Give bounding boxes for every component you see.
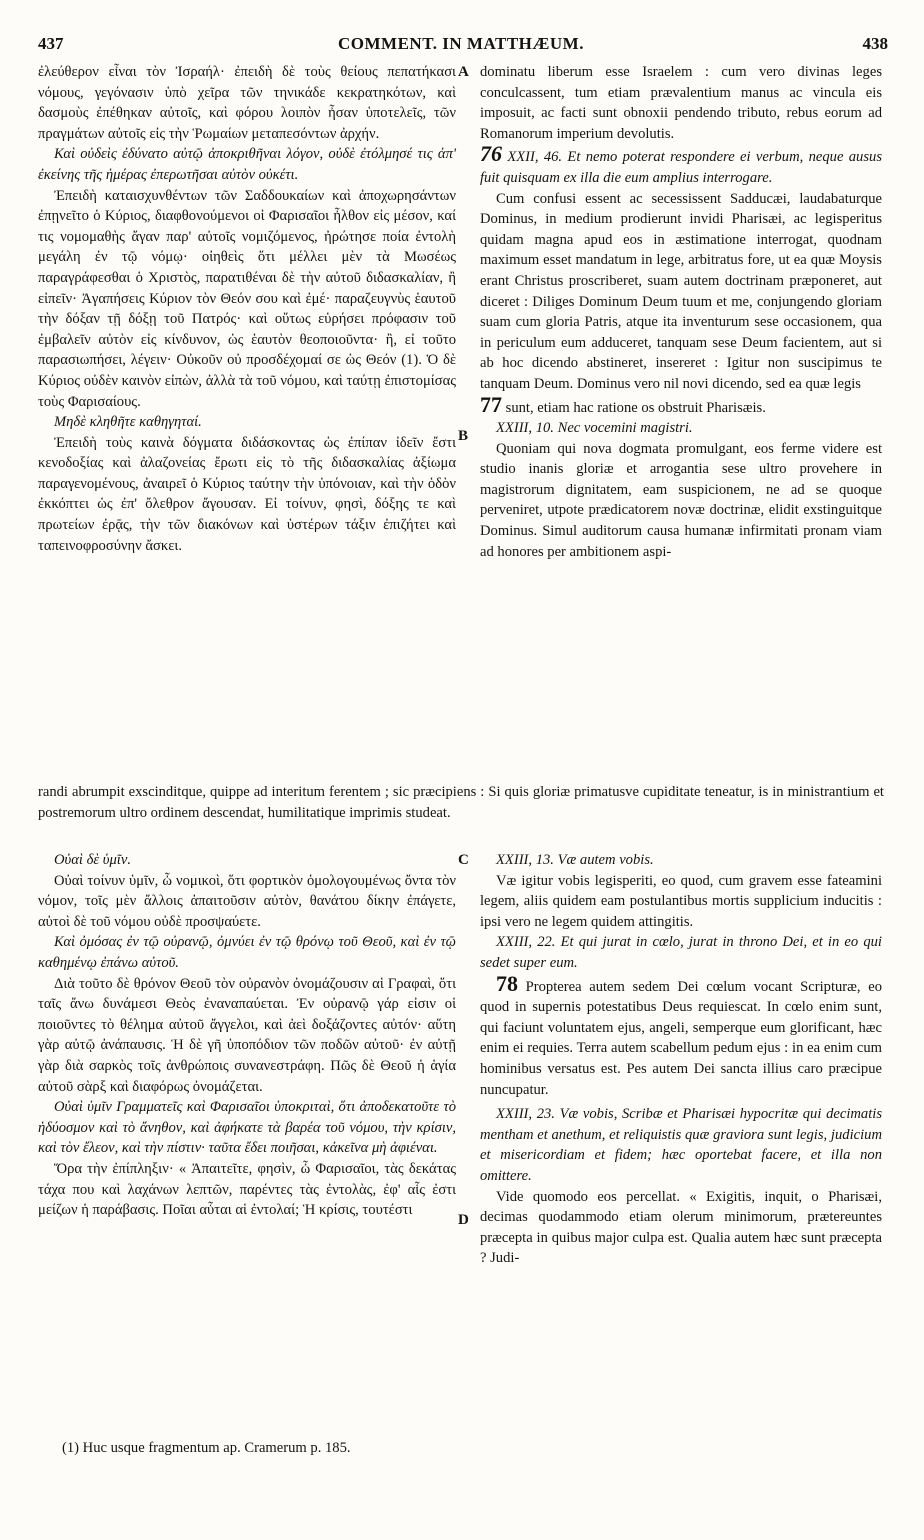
latin-lemma: XXIII, 10. Nec vocemini magistri. [496, 420, 693, 437]
latin-paragraph: dominatu liberum esse Israelem : cum vero divinas leges conculcassent, tum etiam prævalentium manus ac vincula eis imposuit, ac facti sunt obnoxii pendendo tributo, rebus eorum ad Romanorum imperium devolutis. [480, 64, 882, 142]
latin-paragraph: Væ igitur vobis legisperiti, eo quod, cum gravem esse fateamini legem, aliis quidem eam postulantibus mortis supplicium inducitis : ipsi vero ne legem quidem attingitis. [480, 872, 882, 930]
greek-column-top [38, 62, 456, 556]
latin-lemma: XXIII, 23. Væ vobis, Scribæ et Pharisæi hypocritæ qui decimatis mentham et anethum, et reliquistis quæ graviora sunt legis, judicium et misericordiam et fidem; hæc oportebat facere, et illa non omittere. [480, 1106, 882, 1184]
page-number-left: 437 [38, 34, 64, 53]
latin-paragraph: Quoniam qui nova dogmata promulgant, eos ferme videre est studio inanis gloriæ et arrogantia sese ultro provehere in magistrorum dignitatem, eam suspicionem, ne ad se quoque perveniret, utpote prædicatorem novæ doctrinæ, elidit exstinguitque Dominus. Simul auditorum causa humanæ infirmitati pronam viam ad honores per ambitionem aspi- [480, 440, 882, 560]
latin-paragraph [480, 391, 882, 419]
latin-column-bottom [480, 850, 882, 1269]
greek-paragraph: Οὐαὶ τοίνυν ὑμῖν, ὦ νομικοὶ, ὅτι φορτικὸν ὁμολογουμένως ὄντα τὸν νόμον, τοῖς μὲν ἄλλοις ἀπαιτοῦσιν αὐτὸν, θανάτου δίκην ἐπάγετε, αὐτοὶ δὲ τοῦ νόμου οὐδὲ προσψαύετε. [38, 872, 456, 930]
section-number: 77 [480, 391, 502, 417]
greek-paragraph: Ἐπειδὴ τοὺς καινὰ δόγματα διδάσκοντας ὡς ἐπίπαν ἰδεῖν ἔστι κενοδοξίας καὶ ἀλαζονείας ἔρωτι εἰς τὸ τῆς διδασκαλίας ἀξίωμα παραγενομένους, ἀναιρεῖ ὁ Κύριος ταύτην τὴν ὑπόνοιαν, καὶ τὴν ὁδὸν ἐκκόπτει ὡς ἐπ' ὄλεθρον ἄγουσαν. Εἰ τοίνυν, φησὶ, δόξης τε καὶ πρωτείων ἐρᾷς, τὴν τῶν διακόνων καὶ ὑστέρων τάξιν ἐπιζήτει καὶ ταπεινοφροσύνην ἄσκει. [38, 434, 456, 554]
greek-paragraph: Ὅρα τὴν ἐπίπληξιν· « Ἀπαιτεῖτε, φησὶν, ὦ Φαρισαῖοι, τὰς δεκάτας τάχα που καὶ λαχάνων λεπτῶν, παρέντες τὰς ἐντολὰς, ἐφ' αἷς ἐστι μείζων ἡ παράβασις. Ποῖαι αὗται αἱ ἐντολαί; Ἡ κρίσις, τουτέστι [38, 1160, 456, 1219]
latin-lemma [480, 141, 882, 188]
footnote: (1) Huc usque fragmentum ap. Cramerum p. 185. [62, 1440, 351, 1456]
full-width-paragraph: randi abrumpit exscinditque, quippe ad interitum ferentem ; sic præcipiens : Si quis gloriæ primatusve cupiditate teneatur, is in ministrantium et postremorum ultro ordinem descendat, humilitatique imprimis studeat. [38, 784, 884, 821]
greek-paragraph: Ἐπειδὴ καταισχυνθέντων τῶν Σαδδουκαίων καὶ ἀποχωρησάντων ἐπῃνεῖτο ὁ Κύριος, διαφθονούμενοι οἱ Φαρισαῖοι ἦλθον εἰς μέσον, καί τις νομομαθὴς ἄγαν παρ' αὐτοῖς νομιζόμενος, ἠρώτησε ποία ἐντολὴ μεγάλη ἐν τῷ νόμῳ· οἰηθεὶς ὅτι μέλλει μὲν τὰ Μωσέως παραγράφεσθαι ὁ Χριστὸς, παρατιθέναι δὲ τὴν αὐτοῦ διδασκαλίαν, ἢ εἰπεῖν· Ἀγαπήσεις Κύριον τὸν Θεόν σου καὶ ἐμέ· παραζευγνὺς ἑαυτοῦ τὴν δόξαν τῇ δόξῃ τοῦ Πατρός· καὶ οὕτως εὑρήσει πρόφασιν τοῦ ἐμβαλεῖν αὐτὸν εἰς κίνδυνον, ὡς ἑαυτὸν θεοποιοῦντα· ἢ, εἰ τοῦτο παρασιωπήσει, λέγειν· Οὐκοῦν οὐ προσδέχομαί σε ὡς Θεόν (1). Ὁ δὲ Κύριος οὐδὲν καινὸν εἰπὼν, ἀλλὰ τὰ τοῦ νόμου, καὶ ταύτῃ ἐπιστομίσας τοὺς Φαρισαίους. [38, 187, 456, 410]
greek-lemma: Οὐαὶ δὲ ὑμῖν. [54, 852, 131, 868]
greek-paragraph: Διὰ τοῦτο δὲ θρόνον Θεοῦ τὸν οὐρανὸν ὀνομάζουσιν αἱ Γραφαὶ, ὅτι ταῖς ἄνω δυνάμεσι Θεὸς ἐναναπαύεται. Ἐν οὐρανῷ γάρ εἰσιν οἱ ποιοῦντες τὸ θέλημα αὐτοῦ ἄγγελοι, καὶ ἀεὶ δοξάζοντες αὐτόν· αὕτη γὰρ αὐτῷ ἀνάπαυσις. Ἡ δὲ γῆ ὑποπόδιον τῶν ποδῶν αὐτοῦ· ἐν αὐτῇ γὰρ διὰ σαρκὸς τοῖς ἀνθρώποις συνανεστράφη. Πῶς δὲ Θεοῦ ἡ ἁγία αὐτοῦ σὰρξ καὶ διαφόρως ὀνομάζεται. [38, 975, 456, 1095]
greek-lemma: Οὐαὶ ὑμῖν Γραμματεῖς καὶ Φαρισαῖοι ὑποκριταὶ, ὅτι ἀποδεκατοῦτε τὸ ἡδύοσμον καὶ τὸ ἄνηθον, καὶ ἀφήκατε τὰ βαρέα τοῦ νόμου, τὴν κρίσιν, καὶ τὸν ἔλεον, καὶ τὴν πίστιν· ταῦτα ἔδει ποιῆσαι, κἀκεῖνα μὴ ἀφιέναι. [38, 1099, 456, 1157]
margin-marker-a: A [458, 64, 469, 80]
page-number-right: 438 [862, 34, 888, 53]
latin-paragraph-text: Propterea autem sedem Dei cœlum vocant Scripturæ, eo quod in supernis potestatibus Deus requiescat. In cœlo enim sunt, qui faciunt voluntatem ejus, angeli, semperque eum glorificant, hæc enim ei requies. Terra autem scabellum pedum ejus : in ea enim cum hominibus versatus est. Pes autem Dei sancta illius caro præcipue nuncupatur. [480, 978, 882, 1098]
latin-paragraph: Cum confusi essent ac secessissent Sadducæi, laudabaturque Dominus, in medium prodierunt invidi Pharisæi, ac legisperitus quidam magna apud eos in æstimatione interrogat, quodnam maximum esset mandatum in lege, arbitratus fore, ut ea quæ Moysis erant Christus proscriberet, suam autem doctrinam præponeret, aut diceret : Diliges Dominum Deum tuum et me, conjungendo gloriam suam cum gloria Patris, atque ita inventurum sese occasionem, qua in periculum eum adduceret, tanquam sese Deum facientem, aut si ab hoc dicendo abstineret, insereret : Igitur non suscipimus te tanquam Deum. Dominus vero nil novi dicendo, sed ea quæ legis [480, 190, 882, 392]
running-title: COMMENT. IN MATTHÆUM. [338, 34, 584, 53]
latin-paragraph [480, 970, 882, 1101]
latin-lemma: XXIII, 13. Væ autem vobis. [496, 852, 654, 868]
section-number: 78 [496, 970, 518, 996]
latin-paragraph: Vide quomodo eos percellat. « Exigitis, inquit, o Pharisæi, decimas quodammodo etiam olerum minimorum, prætereuntes præcepta in quibus major culpa est. Qualia autem hæc sunt præcepta ? Judi- [480, 1188, 882, 1267]
latin-column-top [480, 62, 882, 562]
latin-lemma-text: XXII, 46. Et nemo poterat respondere ei verbum, neque ausus fuit quisquam ex illa die eum amplius interrogare. [480, 149, 882, 186]
page-header [38, 34, 888, 58]
greek-lemma: Καὶ ὀμόσας ἐν τῷ οὐρανῷ, ὀμνύει ἐν τῷ θρόνῳ τοῦ Θεοῦ, καὶ ἐν τῷ καθημένῳ ἐπάνω αὐτοῦ. [38, 934, 456, 971]
greek-lemma: Καὶ οὐδεὶς ἐδύνατο αὐτῷ ἀποκριθῆναι λόγον, οὐδὲ ἐτόλμησέ τις ἀπ' ἐκείνης τῆς ἡμέρας ἐπερωτῆσαι αὐτὸν οὐκέτι. [38, 146, 456, 183]
margin-marker-d: D [458, 1212, 469, 1228]
greek-lemma: Μηδὲ κληθῆτε καθηγηταί. [54, 414, 202, 431]
latin-paragraph-text: sunt, etiam hac ratione os obstruit Pharisæis. [502, 399, 766, 416]
greek-paragraph: ἐλεύθερον εἶναι τὸν Ἰσραήλ· ἐπειδὴ δὲ τοὺς θείους πεπατήκασι νόμους, γεγόνασιν ὑπὸ χεῖρα τῶν τηνικάδε κεκρατηκότων, καὶ δασμοὺς ἐπέθηκαν αὐτοῖς, καὶ φόρου λοιπὸν ἦσαν ὑποτελεῖς, τῶν πραγμάτων αὐτοῖς εἰς τὴν Ῥωμαίων μεταπεσόντων ἀρχήν. [38, 64, 456, 142]
latin-lemma: XXIII, 22. Et qui jurat in cœlo, jurat in throno Dei, et in eo qui sedet super eum. [480, 934, 882, 971]
section-number: 76 [480, 141, 502, 167]
margin-marker-c: C [458, 852, 469, 868]
margin-marker-b: B [458, 428, 469, 444]
greek-column-bottom [38, 850, 456, 1221]
